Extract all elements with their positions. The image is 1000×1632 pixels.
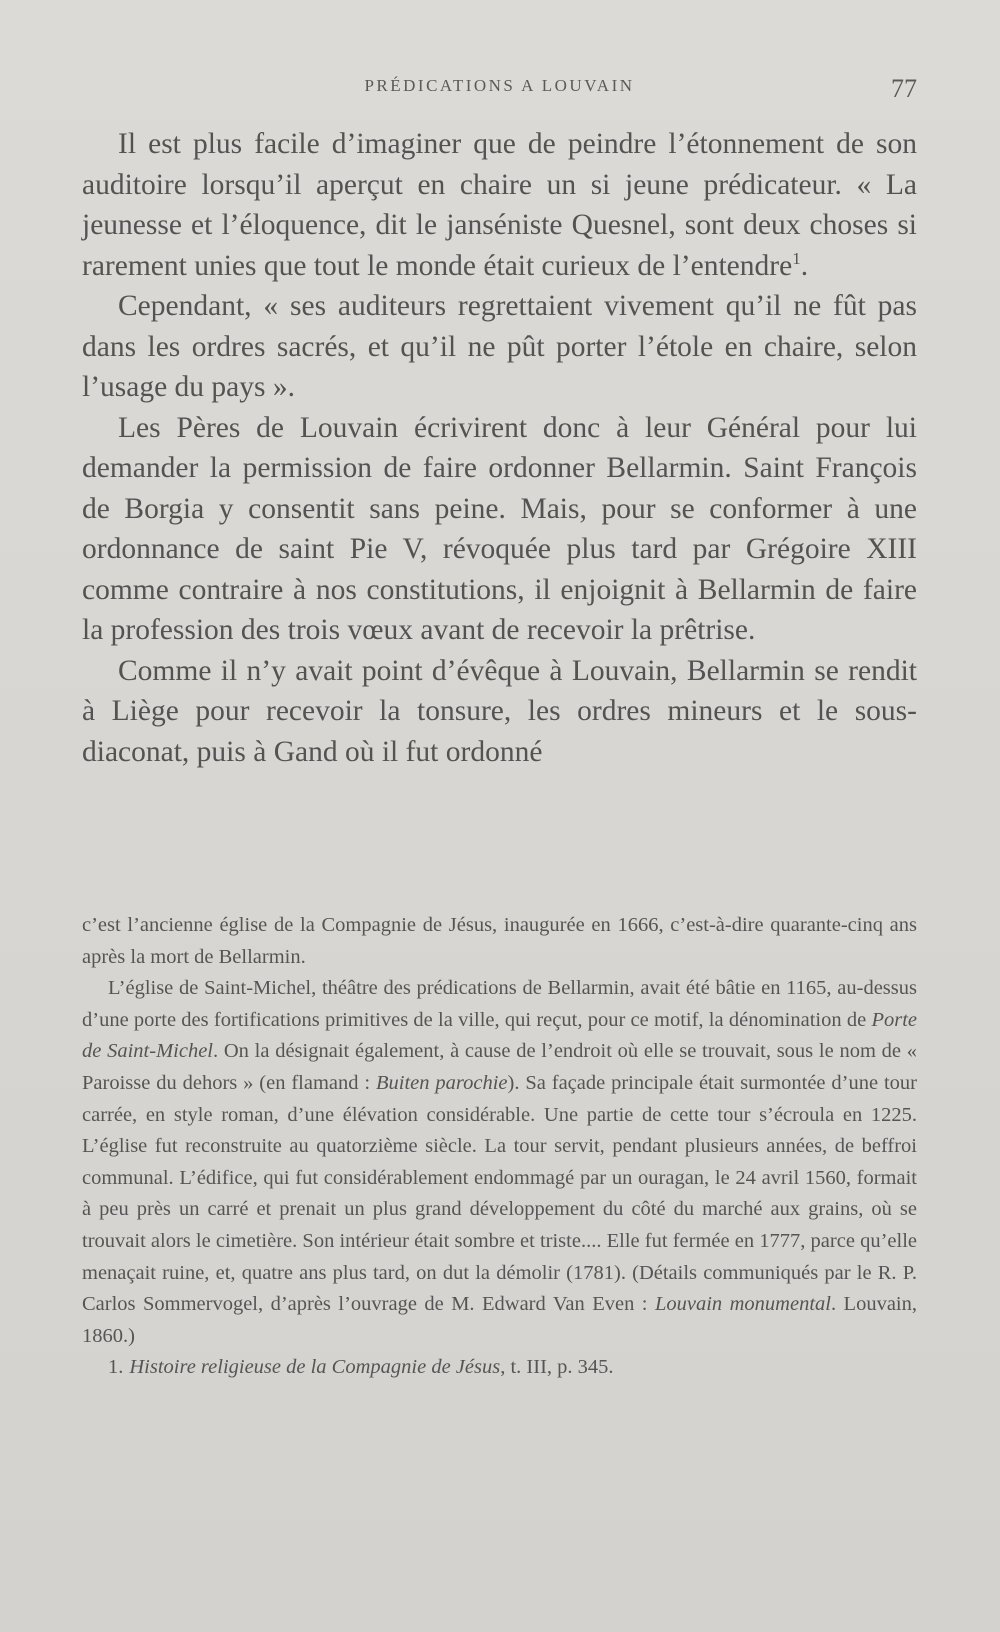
note-saint-michel <box>82 973 917 1352</box>
note-italic-porte: Porte de Saint-Michel <box>82 1008 917 1063</box>
paragraph-1-end: . <box>800 249 809 282</box>
footnote-1 <box>82 1352 917 1384</box>
paragraph-1 <box>82 124 917 286</box>
note-text-a: L’église de Saint-Michel, théâtre des prédications de Bellarmin, avait été bâtie en 1165, au-dessus d’une porte des fortifications primitives de la ville, qui reçut, pour ce motif, la dénomination de <box>82 977 917 1031</box>
paragraph-3: Les Pères de Louvain écrivirent donc à leur Général pour lui demander la permission de faire ordonner Bellarmin. Saint François de Borgia y consentit sans peine. Mais, pour se conformer à une ordonnance de saint Pie V, révoquée plus tard par Grégoire XIII comme contraire à nos constitutions, il enjoignit à Bellarmin de faire la profession des trois vœux avant de recevoir la prêtrise. <box>82 411 917 646</box>
paragraph-4: Comme il n’y avait point d’évêque à Louvain, Bellarmin se rendit à Liège pour recevoir la tonsure, les ordres mineurs et le sous-diaconat, puis à Gand où il fut ordonné <box>82 654 917 768</box>
running-header <box>82 76 917 106</box>
paragraph-2: Cependant, « ses auditeurs regrettaient vivement qu’il ne fût pas dans les ordres sacrés, et qu’il ne pût porter l’étole en chaire, selon l’usage du pays ». <box>82 290 917 403</box>
footnote-1-title: Histoire religieuse de la Compagnie de Jésus <box>129 1356 501 1379</box>
running-title: PRÉDICATIONS A LOUVAIN <box>364 76 635 95</box>
main-text <box>82 124 917 772</box>
note-italic-buiten: Buiten parochie <box>376 1071 508 1094</box>
footnote-ref-1: 1 <box>792 248 801 268</box>
footnote-1-label: 1. <box>108 1356 124 1379</box>
notes-section <box>82 910 917 1384</box>
note-text-d: . Louvain, 1860.) <box>82 1293 917 1347</box>
note-italic-louvain: Louvain monumental <box>654 1293 831 1316</box>
footnote-1-ref: , t. III, p. 345. <box>500 1356 614 1379</box>
note-text-b: . On la désignait également, à cause de l’endroit où elle se trouvait, sous le nom de « Paroisse du dehors » (en flamand : <box>82 1040 917 1094</box>
note-text-c: ). Sa façade principale était surmontée d’une tour carrée, en style roman, d’une élévation considérable. Une partie de cette tour s’écroula en 1225. L’église fut reconstruite au quatorzième siècle. La tour servit, pendant plusieurs années, de beffroi communal. L’édifice, qui fut considérablement endommagé par un ouragan, le 24 avril 1560, formait à peu près un carré et prenait un plus grand développement du côté du marché aux grains, où se trouvait alors le cimetière. Son intérieur était sombre et triste.... Elle fut fermée en 1777, parce qu’elle menaçait ruine, et, quatre ans plus tard, on dut la démolir (1781). (Détails communiqués par le R. P. Carlos Sommervogel, d’après l’ouvrage de M. Edward Van Even : <box>82 1071 917 1316</box>
note-continuation: c’est l’ancienne église de la Compagnie de Jésus, inaugurée en 1666, c’est-à-dire quarante-cinq ans après la mort de Bellarmin. <box>82 914 917 968</box>
paragraph-1-text: Il est plus facile d’imaginer que de peindre l’étonnement de son auditoire lorsqu’il aperçut en chaire un si jeune prédicateur. « La jeunesse et l’éloquence, dit le janséniste Quesnel, sont deux choses si rarement unies que tout le monde était curieux de l’entendre <box>82 128 917 282</box>
page-number: 77 <box>891 74 917 103</box>
